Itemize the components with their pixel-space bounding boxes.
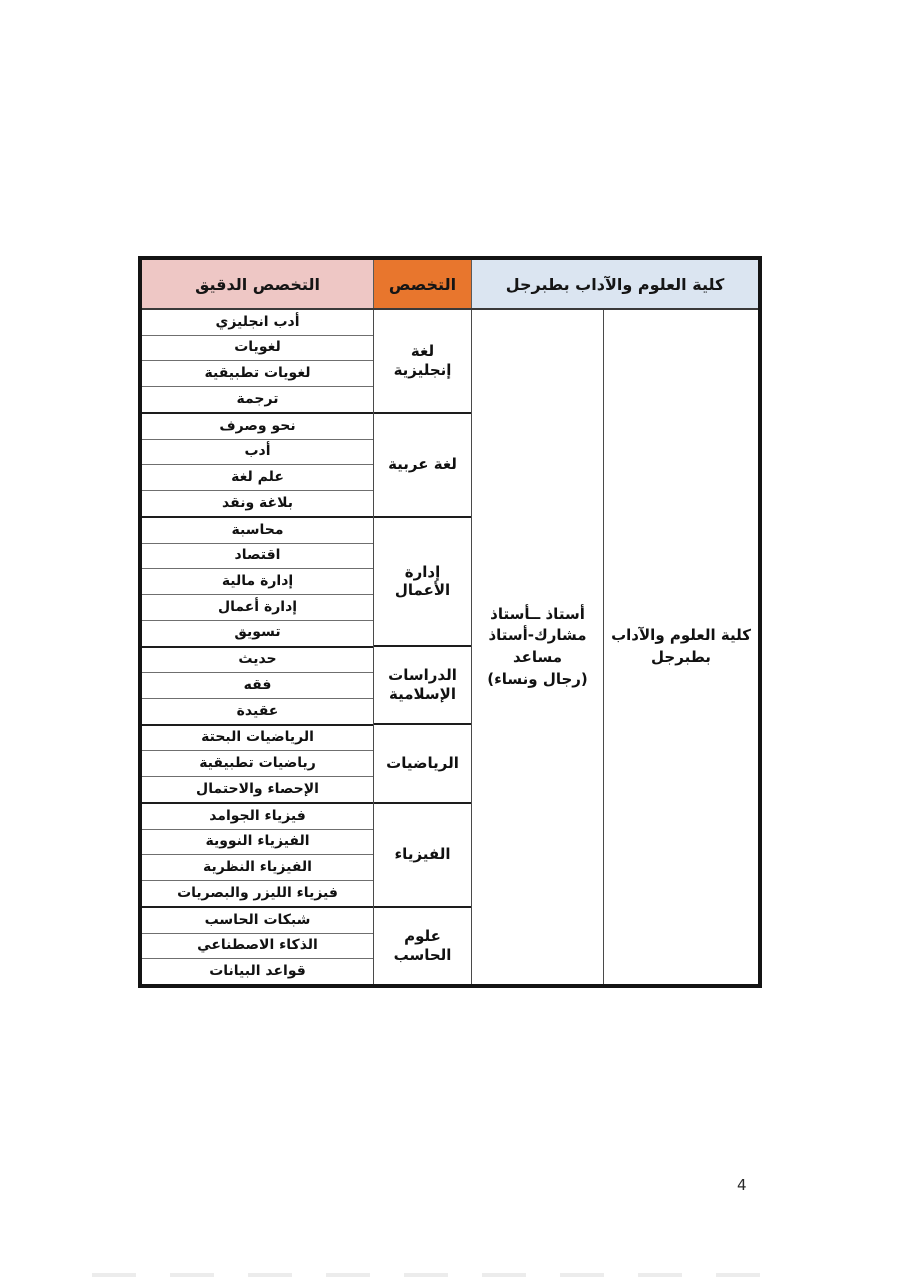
specialization-label-line: الدراسات — [388, 666, 457, 685]
specialization-cell — [374, 414, 471, 518]
detail-cell: فيزياء الليزر والبصريات — [142, 881, 373, 908]
specialization-label-line: إدارة — [404, 562, 441, 581]
detail-cell: لغويات — [142, 336, 373, 362]
specialization-cell — [374, 908, 471, 984]
detail-cell: علم لغة — [142, 465, 373, 491]
detail-cell: أدب — [142, 440, 373, 466]
position-line: (رجال ونساء) — [487, 669, 588, 688]
detail-cell: محاسبة — [142, 518, 373, 544]
specialization-label-line: الإسلامية — [389, 685, 456, 704]
header-college: كلية العلوم والآداب بطبرجل — [472, 260, 758, 308]
detail-cell: الإحصاء والاحتمال — [142, 777, 373, 804]
college-line: بطبرجل — [651, 648, 711, 666]
detail-cell: الذكاء الاصطناعي — [142, 934, 373, 960]
detail-cell: فيزياء الجوامد — [142, 804, 373, 830]
specializations-column — [374, 310, 472, 984]
specialization-cell — [374, 804, 471, 908]
next-page-edge — [92, 1273, 792, 1277]
position-cell — [472, 310, 603, 984]
specialization-label-line: الفيزياء — [394, 845, 451, 864]
specialization-cell — [374, 725, 471, 803]
position-line: مشارك-أستاذ — [488, 626, 587, 645]
specialization-label-line: الحاسب — [393, 945, 452, 964]
detail-cell: الرياضيات البحتة — [142, 726, 373, 752]
detail-cell: تسويق — [142, 621, 373, 648]
detail-cell: رياضيات تطبيقية — [142, 751, 373, 777]
detail-cell: اقتصاد — [142, 544, 373, 570]
detail-cell: شبكات الحاسب — [142, 908, 373, 934]
detail-cell: إدارة أعمال — [142, 595, 373, 621]
specialization-label-line: لغة — [410, 342, 435, 361]
position-line: مساعد — [512, 648, 563, 666]
detail-cell: فقه — [142, 673, 373, 699]
specialization-cell — [374, 518, 471, 647]
detail-cell: أدب انجليزي — [142, 310, 373, 336]
detail-cell: لغويات تطبيقية — [142, 361, 373, 387]
detail-cell: حديث — [142, 648, 373, 674]
table-body — [142, 310, 758, 984]
detail-cell: الفيزياء النظرية — [142, 855, 373, 881]
college-column — [604, 310, 758, 984]
college-cell — [604, 310, 758, 984]
specialization-cell — [374, 310, 471, 414]
detail-cell: نحو وصرف — [142, 414, 373, 440]
position-line: أستاذ ــأستاذ — [490, 604, 585, 623]
specialization-label-line: الأعمال — [394, 581, 451, 600]
detail-cell: ترجمة — [142, 387, 373, 414]
specialization-label-line: لغة عربية — [388, 455, 457, 474]
detail-cell: قواعد البيانات — [209, 963, 306, 980]
specialization-label-line: إنجليزية — [393, 360, 452, 379]
table-header-row — [142, 260, 758, 310]
specializations-table — [138, 256, 762, 988]
header-detail-specialization: التخصص الدقيق — [142, 260, 374, 308]
college-line: كلية العلوم والآداب — [611, 626, 751, 645]
detail-cell: إدارة مالية — [142, 569, 373, 595]
specialization-label-line: علوم — [404, 927, 441, 946]
page-number: 4 — [737, 1176, 747, 1194]
specialization-label-line: الرياضيات — [386, 754, 459, 773]
header-specialization: التخصص — [374, 260, 472, 308]
detail-cell: بلاغة ونقد — [142, 491, 373, 518]
detail-cell: عقيدة — [142, 699, 373, 726]
specialization-cell — [374, 647, 471, 725]
position-column — [472, 310, 604, 984]
detail-cell: الفيزياء النووية — [142, 830, 373, 856]
detail-specializations-column — [142, 310, 374, 984]
